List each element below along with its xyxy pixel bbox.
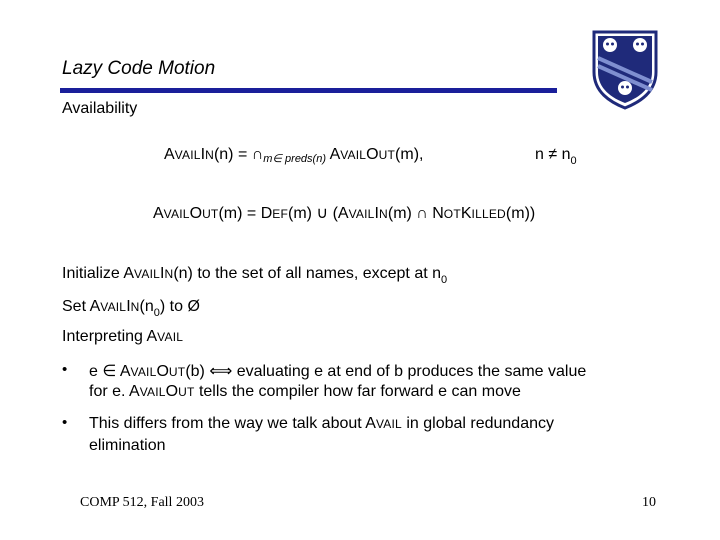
bullet-marker: •: [62, 361, 68, 378]
bullet-1-line-1: e ∈ AVAILOUT(b) ⟺ evaluating e at end of b produces the same value: [89, 363, 587, 380]
bullet-marker: •: [62, 414, 68, 431]
page-number: 10: [642, 495, 656, 510]
university-shield-logo: [590, 28, 660, 110]
bullet-2-line-2: elimination: [89, 437, 166, 454]
footer-course-label: COMP 512, Fall 2003: [80, 495, 204, 510]
bullet-1-line-2: for e. AVAILOUT tells the compiler how far forward e can move: [89, 383, 521, 400]
avail-out-equation: AVAILOUT(m) = DEF(m) ∪ (AVAILIN(m) ∩ NOTKILLED(m)): [153, 205, 536, 222]
initialize-statement: Initialize AVAILIN(n) to the set of all names, except at $n_0$: [62, 265, 448, 286]
avail-in-condition: $n \ne n_0$: [535, 146, 577, 167]
availability-heading: Availability: [62, 100, 138, 117]
set-statement: Set $AVAILIN(n_0)$ to Ø: [62, 298, 200, 319]
interpreting-heading: Interpreting AVAIL: [62, 328, 184, 345]
title-rule: [60, 88, 557, 93]
avail-in-equation: AVAILIN(n) = ∩m∈ preds(n) AVAILOUT(m),: [164, 146, 424, 165]
slide-title: Lazy Code Motion: [62, 58, 216, 79]
bullet-2-line-1: This differs from the way we talk about AVAIL in global redundancy: [89, 415, 554, 432]
